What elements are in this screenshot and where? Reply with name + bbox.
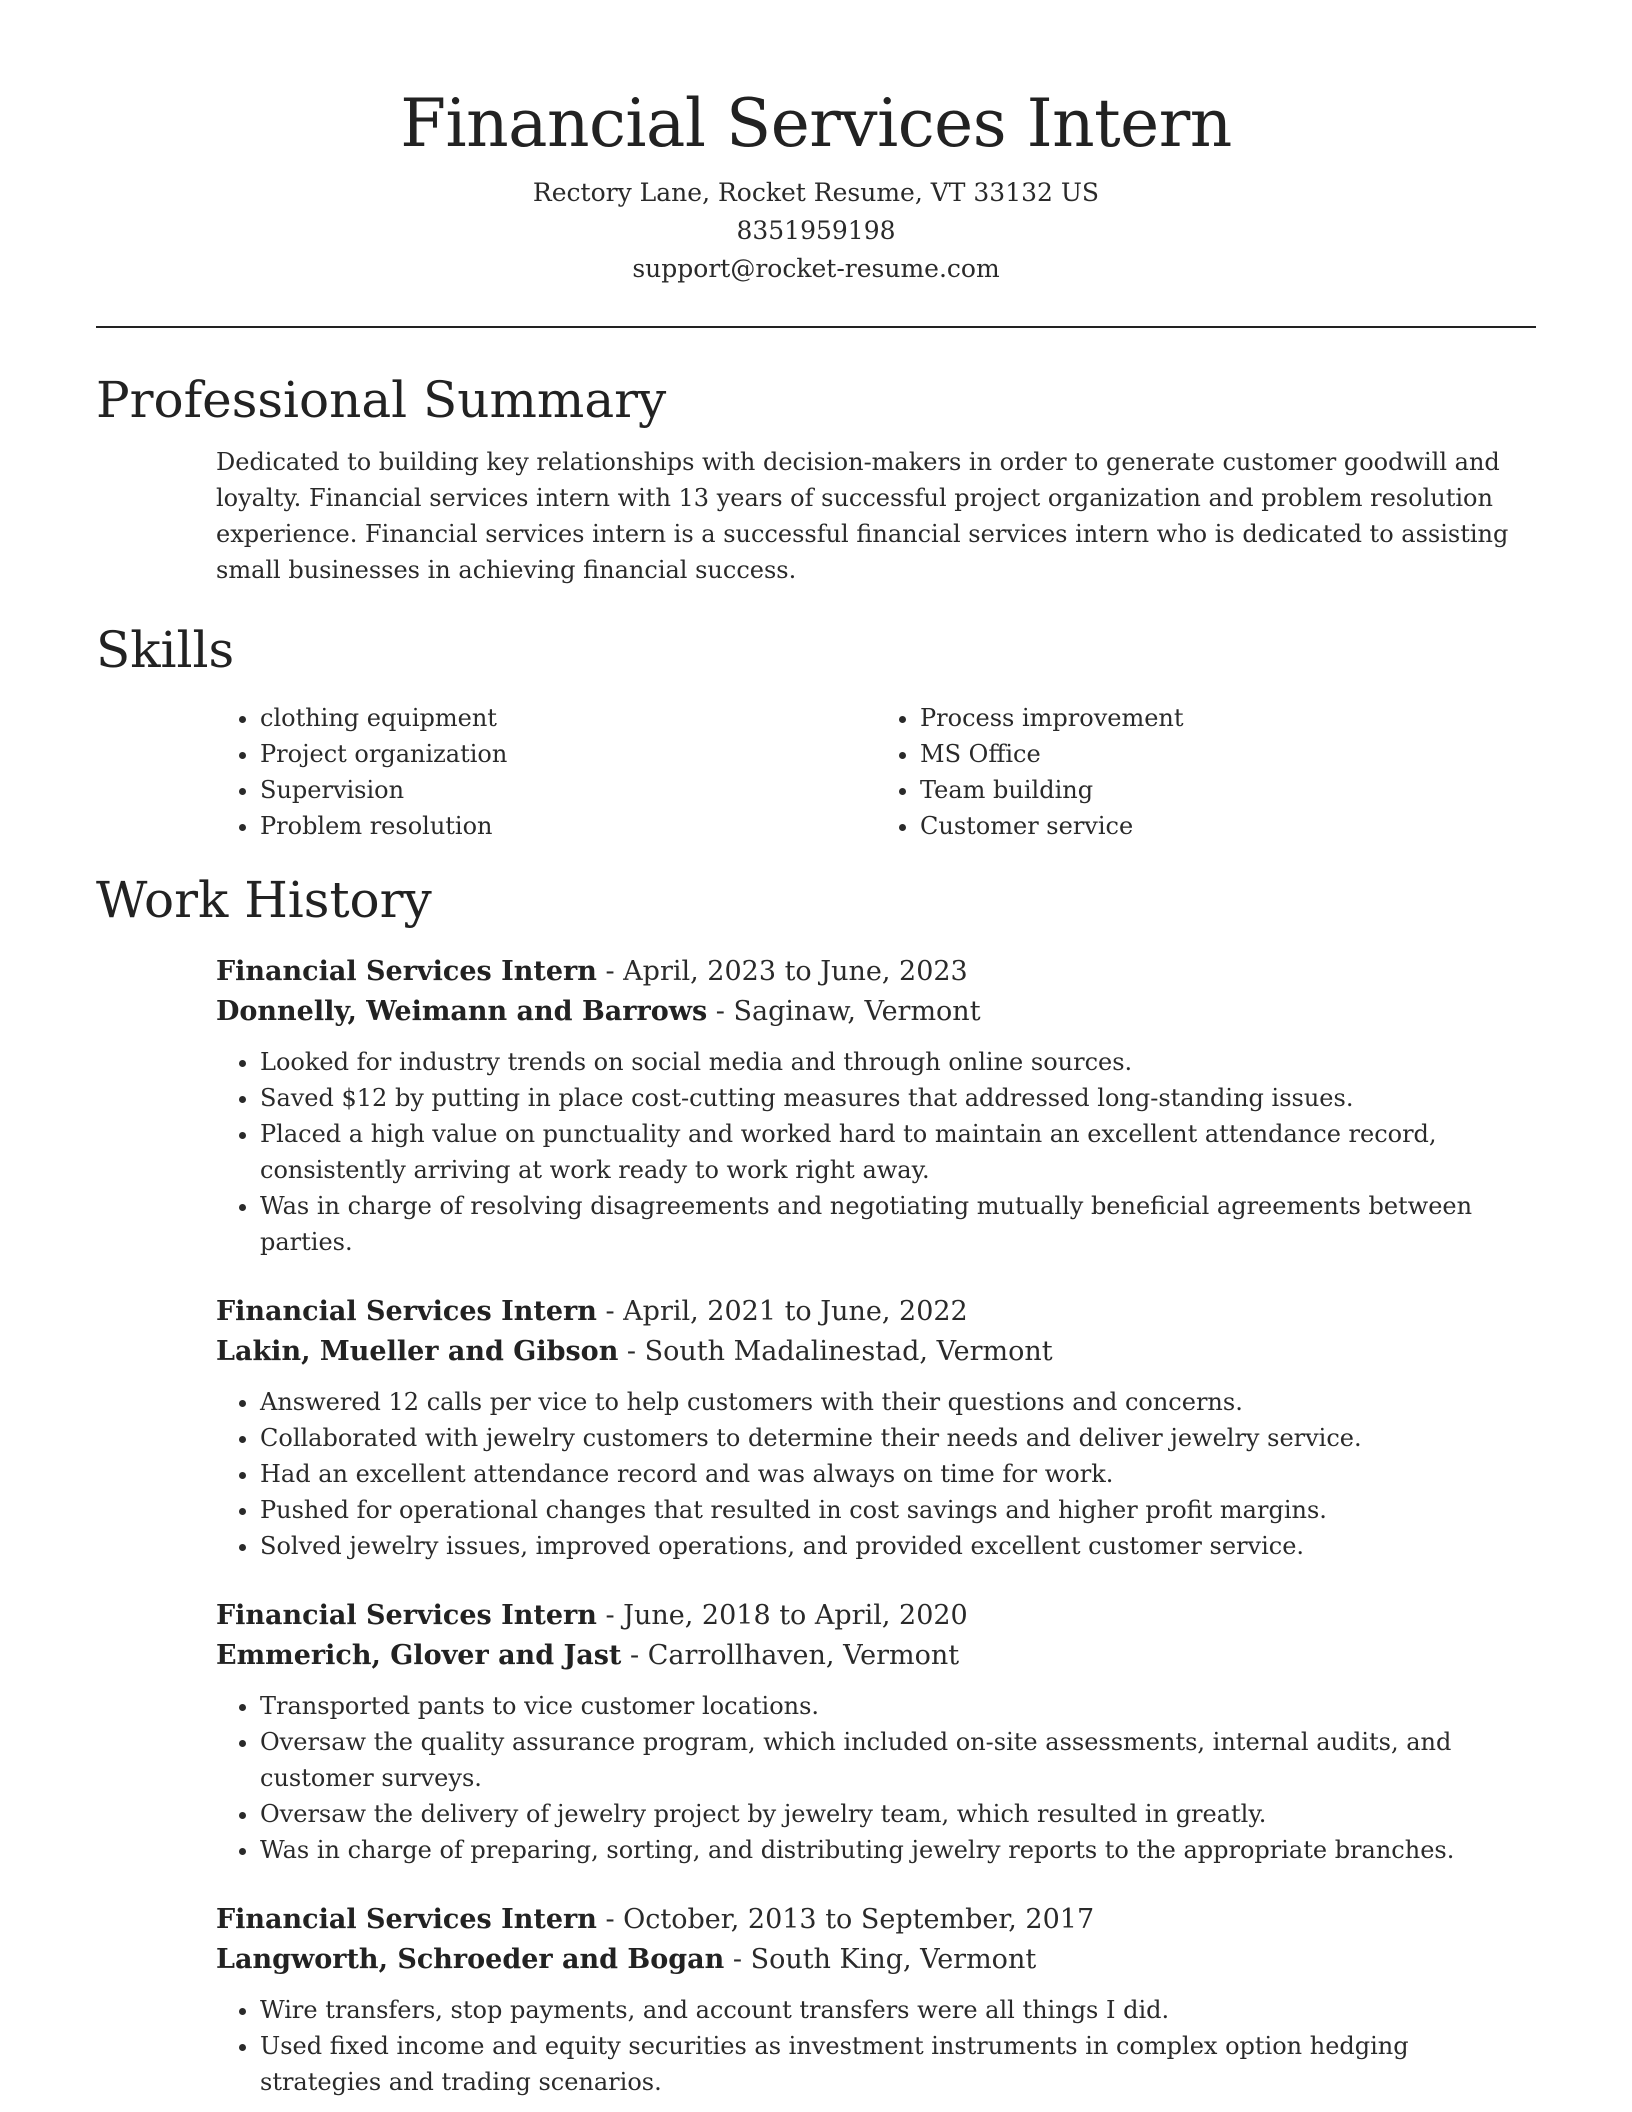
job-entry [216, 1596, 1536, 1868]
job-bullet: • Looked for industry trends on social media and through online sources. [260, 1044, 1536, 1080]
job-location: - Saginaw, Vermont [707, 996, 981, 1027]
job-bullet: • Was in charge of preparing, sorting, and distributing jewelry reports to the appropriate branches. [260, 1832, 1536, 1868]
job-entry [216, 1292, 1536, 1564]
work-history-heading: Work History [96, 871, 432, 929]
skill-item: • Process improvement [920, 700, 1536, 736]
job-title-line [216, 1900, 1536, 1940]
job-company: Donnelly, Weimann and Barrows [216, 996, 708, 1027]
job-title-line [216, 1292, 1536, 1332]
job-title: Financial Services Intern [216, 1904, 597, 1935]
resume-header [0, 0, 1632, 288]
email-link[interactable]: support@rocket-resume.com [632, 254, 1000, 283]
job-bullet: • Solved jewelry issues, improved operations, and provided excellent customer service. [260, 1528, 1536, 1564]
summary-text: Dedicated to building key relationships with decision-makers in order to generate customer goodwill and loyalty. Financial services intern with 13 years of successful project organization and problem resolution experience. Financial services intern is a successful financial services intern who is dedicated to assisting small businesses in achieving financial success. [216, 448, 1509, 584]
header-divider [96, 326, 1536, 328]
job-bullet: • Had an excellent attendance record and was always on time for work. [260, 1456, 1536, 1492]
job-title: Financial Services Intern [216, 956, 597, 987]
skill-item: • Customer service [920, 808, 1536, 844]
job-dates: - October, 2013 to September, 2017 [596, 1904, 1095, 1935]
job-company: Lakin, Mueller and Gibson [216, 1336, 619, 1367]
job-entry [216, 1900, 1536, 2100]
job-bullet: • Collaborated with jewelry customers to determine their needs and deliver jewelry service. [260, 1420, 1536, 1456]
job-title: Financial Services Intern [216, 1296, 597, 1327]
job-company-line [216, 1332, 1536, 1372]
job-title: Financial Services Intern [216, 1600, 597, 1631]
job-location: - South Madalinestad, Vermont [618, 1336, 1053, 1367]
job-bullet: • Was in charge of resolving disagreements and negotiating mutually beneficial agreements between parties. [260, 1188, 1536, 1260]
job-bullet: • Pushed for operational changes that resulted in cost savings and higher profit margins. [260, 1492, 1536, 1528]
job-dates: - April, 2023 to June, 2023 [596, 956, 968, 987]
skill-item: • clothing equipment [260, 700, 876, 736]
job-company: Emmerich, Glover and Jast [216, 1640, 622, 1671]
job-title-line [216, 1596, 1536, 1636]
job-entry [216, 952, 1536, 1260]
job-bullets [216, 1688, 1536, 1868]
job-bullet: • Saved $12 by putting in place cost-cutting measures that addressed long-standing issues. [260, 1080, 1536, 1116]
skills-heading: Skills [96, 621, 235, 679]
job-title-line [216, 952, 1536, 992]
phone-text: 8351959198 [736, 216, 896, 245]
address-text: Rectory Lane, Rocket Resume, VT 33132 US [532, 178, 1100, 207]
job-bullets [216, 1992, 1536, 2100]
contact-info [0, 174, 1632, 288]
skill-item: • Team building [920, 772, 1536, 808]
job-company-line [216, 1636, 1536, 1676]
job-bullet: • Transported pants to vice customer locations. [260, 1688, 1536, 1724]
job-location: - South King, Vermont [724, 1944, 1037, 1975]
job-bullet: • Placed a high value on punctuality and worked hard to maintain an excellent attendance record, consistently arriving at work ready to work right away. [260, 1116, 1536, 1188]
job-location: - Carrollhaven, Vermont [621, 1640, 960, 1671]
summary-heading: Professional Summary [96, 371, 667, 429]
job-dates: - April, 2021 to June, 2022 [596, 1296, 968, 1327]
skill-item: • Problem resolution [260, 808, 876, 844]
skills-column-left [216, 700, 876, 844]
job-bullet: • Used fixed income and equity securities as investment instruments in complex option hedging strategies and trading scenarios. [260, 2028, 1536, 2100]
job-bullet: • Answered 12 calls per vice to help customers with their questions and concerns. [260, 1384, 1536, 1420]
job-bullet: • Oversaw the quality assurance program, which included on-site assessments, internal audits, and customer surveys. [260, 1724, 1536, 1796]
skills-column-right [876, 700, 1536, 844]
job-company-line [216, 1940, 1536, 1980]
candidate-name: Financial Services Intern [400, 85, 1232, 162]
job-dates: - June, 2018 to April, 2020 [596, 1600, 968, 1631]
skill-item: • MS Office [920, 736, 1536, 772]
job-bullets [216, 1044, 1536, 1260]
skills-list [216, 700, 1536, 844]
job-company: Langworth, Schroeder and Bogan [216, 1944, 725, 1975]
job-bullet: • Wire transfers, stop payments, and account transfers were all things I did. [260, 1992, 1536, 2028]
job-company-line [216, 992, 1536, 1032]
job-bullet: • Oversaw the delivery of jewelry project by jewelry team, which resulted in greatly. [260, 1796, 1536, 1832]
skill-item: • Supervision [260, 772, 876, 808]
skill-item: • Project organization [260, 736, 876, 772]
job-bullets [216, 1384, 1536, 1564]
